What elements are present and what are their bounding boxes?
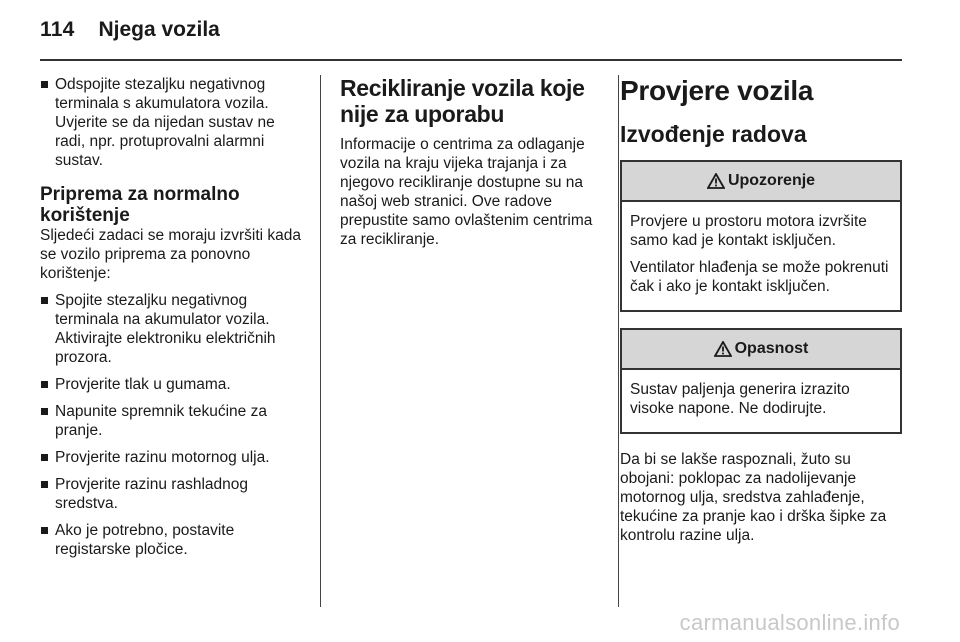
column-middle xyxy=(340,75,602,257)
intro-bullet-list xyxy=(40,75,302,170)
danger-box xyxy=(620,328,902,434)
list-item: Napunite spremnik tekućine za pranje. xyxy=(40,402,302,440)
section-paragraph: Informacije o centrima za odlaganje vozila na kraju vijeka trajanja i za njegovo recikliranje dostupne su na našoj web stranici. Ove radove prepustite samo ovlaštenim centrima za recikliranje. xyxy=(340,136,593,248)
section-paragraph: Da bi se lakše raspoznali, žuto su obojani: poklopac za nadolijevanje motornog ulja, sredstva zahlađenje, tekućine za pranje kao i drška šipke za kontrolu razine ulja. xyxy=(620,451,887,544)
section-heading: Recikliranje vozila koje nije za uporabu xyxy=(340,75,585,127)
header-divider xyxy=(40,59,902,61)
list-item: Spojite stezaljku negativnog terminala na akumulator vozila. Aktivirajte elektroniku električnih prozora. xyxy=(40,291,302,367)
page-header xyxy=(40,18,220,46)
page-number: 114 xyxy=(40,18,75,41)
chapter-heading: Provjere vozila xyxy=(620,75,814,106)
list-item: Provjerite tlak u gumama. xyxy=(40,375,302,394)
warning-text: Provjere u prostoru motora izvršite samo kad je kontakt isključen. xyxy=(630,213,867,249)
watermark: carmanualsonline.info xyxy=(679,610,900,635)
list-item: Provjerite razinu rashladnog sredstva. xyxy=(40,475,302,513)
list-item: Provjerite razinu motornog ulja. xyxy=(40,448,302,467)
danger-header xyxy=(622,330,900,370)
column-right xyxy=(620,75,902,553)
section-heading: Izvođenje radova xyxy=(620,121,807,147)
danger-text: Sustav paljenja generira izrazito visoke napone. Ne dodirujte. xyxy=(630,381,850,417)
warning-body xyxy=(622,202,900,310)
task-bullet-list xyxy=(40,291,302,559)
list-item: Ako je potrebno, postavite registarske pločice. xyxy=(40,521,302,559)
column-divider xyxy=(320,75,321,607)
warning-triangle-icon xyxy=(714,341,732,357)
list-item: Odspojite stezaljku negativnog terminala s akumulatora vozila. Uvjerite se da nijedan sustav ne radi, npr. protuprovalni alarmni sustav. xyxy=(40,75,302,170)
danger-body xyxy=(622,370,900,432)
page-title: Njega vozila xyxy=(98,18,220,41)
warning-label: Upozorenje xyxy=(727,172,816,189)
column-left xyxy=(40,75,302,567)
column-divider xyxy=(618,75,619,607)
warning-box xyxy=(620,160,902,312)
section-heading: Priprema za normalno korištenje xyxy=(40,184,240,226)
warning-text: Ventilator hlađenja se može pokrenuti čak i ako je kontakt isključen. xyxy=(630,259,889,295)
warning-triangle-icon xyxy=(707,173,725,189)
section-paragraph: Sljedeći zadaci se moraju izvršiti kada se vozilo priprema za ponovno korištenje: xyxy=(40,227,302,282)
warning-header xyxy=(622,162,900,202)
danger-label: Opasnost xyxy=(734,340,809,357)
